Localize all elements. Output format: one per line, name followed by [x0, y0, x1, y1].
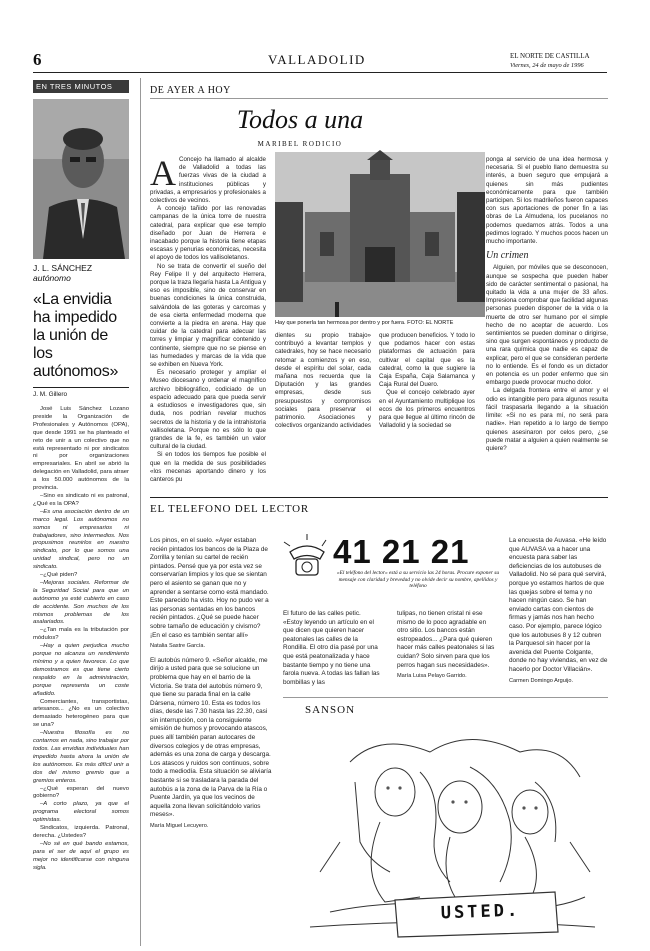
subhead: Un crimen — [486, 250, 529, 262]
letters-top-rule — [150, 497, 608, 498]
interview-answer: –Hay a quien perjudica mucho porque no alcanza un rendimiento mínimo y a quien favorece. Lo que demostramos es que tiene cierto respaldo en la administración, porque representa un coste añadido. — [33, 643, 129, 697]
cartoon-top-rule — [283, 697, 608, 698]
letter-text: Los pinos, en el suelo. «Ayer estaban recién pintados los bancos de la Plaza de Zorrilla y tenían su cartel de recién pintados. Pensé que ya por esta vez se conservarían limpios y los que se sientan pero el asiento se ganan que no y aprender a sentarse como está mandado. Este parecido ha visto. Hoy no pudo ver a las personas sentadas en los bancos recién pintados. ¿Qué se puede hacer sobre tamaño de educación y civismo? ¡En el caso es también sentar allí» — [150, 537, 269, 639]
cartoon-illustration — [300, 722, 600, 944]
feature-paragraph: No se trata de convertir el sueño del Rey Felipe II y del arquitecto Herrera, porque la traza llegaría hasta La Antigua y eso es imposible, sino de conservar en buenas condiciones la única construida, salvándola de las goteras y carcomas y de esa cierta enfermedad moderna que convierte a la piedra en arena. Hay que cuidar de la catedral para adecuar las torres y limpiar y magnificar contenido y continente, siempre que no se piense en las humedades y marcas de la vida que se exhiben en Nueva York. — [150, 262, 266, 369]
cathedral-image — [275, 152, 485, 317]
interview-column — [33, 80, 129, 871]
issue-date: Viernes, 24 de mayo de 1996 — [510, 62, 584, 69]
cartoon-banner-text: USTED. — [440, 900, 521, 924]
portrait-image — [33, 99, 129, 259]
interview-answer: –No sé en qué bando estamos, para el ser de aquí el grupo es mejor no identificarse con ninguna sigla. — [33, 840, 129, 871]
feature-paragraph: Si en todos los tiempos fue posible el que en la medida de sus posibilidades «los mecenas aportando dinero y los canteros pu — [150, 451, 266, 483]
letter-signature: María Luisa Pelayo Garrido. — [397, 673, 467, 680]
page-number: 6 — [33, 50, 42, 69]
reader-phone-number: 41 21 21 — [333, 533, 470, 570]
interview-paragraph: José Luis Sánchez Lozano preside la Organización de Profesionales y Autónomos (OPA), que desde 1991 se ha planteado el reto de unir a un colectivo que no está representado ni por sindicatos ni por organizaciones empresariales. En abril se abrió la delegación en Valladolid, para atraer a los 50.000 autónomos de la provincia. — [33, 406, 129, 492]
quote-rule — [33, 387, 129, 388]
interview-answer: –Mejoras sociales. Reformar de la Seguridad Social para que un autónomo ya esté cubierto en caso de accidente. Son muchos de los mismos problemas de los asalariados. — [33, 579, 129, 626]
feature-paragraph: dientes su propio trabajo» contribuyó a levantar templos y catedrales, hoy se hace necesario retomar a comienzos y en eso, desde el espíritu del solar, cada mañana nos recuerda que la Diputación y las grandes empresas, desde sus presupuestos y compromisos sociales para preservar el patrimonio. Asociaciones y colectivos organizando actividades que producen beneficios. Y todo lo que podamos hacer con estas plataformas de actuación para cultivar el capital que es la catedral, como la que sugiere la Caja España, Caja Salamanca y Caja Rural del Duero. — [275, 332, 475, 430]
interviewee-name: J. L. SÁNCHEZ — [33, 263, 93, 273]
interview-question: –Sino es sindicato ni es patronal, ¿Qué es la OPA? — [33, 492, 129, 507]
telephone-illustration — [282, 532, 332, 582]
cathedral-photo — [275, 152, 485, 317]
feature-paragraph: Concejo ha llamado al alcalde de Valladolid a todas las fuerzas vivas de la ciudad a instituciones públicas y privadas, a empresarios y profesionales a colectivos de vecinos. — [150, 156, 266, 205]
interview-answer: –Es una asociación dentro de un marco legal. Los autónomos no somos ni empresarios ni trabajadores, sino intermedios. Nos propusimos reunirlos en nuestro sindicato, por lo que somos una unidad sindical, pero no un sindicato. — [33, 508, 129, 571]
letter-text: El autobús número 9. «Señor alcalde, me dirijo a usted para que se solucione un problema que hay en el barrio de la Victoria. Se trata del autobús número 9, que tiene su parada final en la calle Dársena, número 10. Esta es todos los días, desde las 7.30 hasta las 22.30, casi sin interrupción, con la consiguiente emisión de humos y provocando atascos, pues allí también paran autocares de diversos colegios y de otras empresas, además es una zona de carga y descarga. Los atascos y ruidos son continuos, sobre todo a mediodía. Esta situación se aliviaría bastante si se trasladara la parada del autobús a la zona de la Parva de la Ría o Puente Jardín, ya que los vecinos de aquella zona llevan solicitándolo varios meses». — [150, 656, 272, 819]
cartoon-section-label: SANSON — [305, 704, 356, 716]
pull-quote: «La envidia ha impedido la unión de los autónomos» — [33, 291, 119, 380]
feature-paragraph: Es necesario proteger y ampliar el Museo diocesano y ordenar el magnífico archivo bibliográfico, codiciado de un espacio adecuado para que pueda servir a estudiosos e investigadores que, sin duda, nos podrían revelar muchos secretos de la historia y de la intrahistoria vallisoletana. Porque no es sólo lo que grandes de la fe, es también un valor cultural de la ciudad. — [150, 369, 266, 451]
feature-column-3 — [486, 156, 608, 486]
feature-paragraph: La delgada frontera entre el amor y el odio es intangible pero para algunos resulta fácil traspasarla llegando a la situación límite: «Si no es para mí, no será para nadie». Han repetido a lo largo de tiempo quienes asesinaron por celos pero, ¿se puede matar a alguien a quien realmente se quiere? — [486, 387, 608, 452]
section-label: EN TRES MINUTOS — [36, 82, 113, 91]
interview-question: –¿Tan mala es la tributación por módulos? — [33, 627, 129, 642]
kicker-rule — [150, 98, 608, 99]
interview-question: –¿Qué esperan del nuevo gobierno? — [33, 785, 129, 800]
feature-paragraph: ponga al servicio de una idea hermosa y necesaria. Si el pueblo llano demuestra su interés, a buen seguro que empujará a quienes sin más pudientes económicamente para que también participen. Si los madrileños fueron capaces con sus aportaciones de poner fin a las obras de La Almudena, los pucelanos no podemos quedarnos atrás. Todos a una pedimos logrado. Y muchos pocos hacen un mucho importante. — [486, 156, 608, 246]
feature-byline: MARIBEL RODICIO — [257, 140, 343, 148]
letters-column-1 — [150, 537, 272, 941]
feature-paragraph: Que el concejo celebrado ayer en el Ayuntamiento multiplique los ecos de los primeros encuentros para que llegue al último rincón de Valladolid y la sociedad se — [379, 389, 475, 430]
interview-answer: –A corto plazo, ya que el programa electoral somos optimistas. — [33, 801, 129, 824]
interview-author: J. M. Gillero — [33, 391, 68, 398]
interview-question: Sindicatos, izquierda. Patronal, derecha. ¿Ustedes? — [33, 825, 129, 839]
feature-paragraph: Alguien, por móviles que se desconocen, aunque se sospecha que pueden haber sido de carácter sentimental o pasional, ha quitado la vida a una mujer de 33 años. Impresiona comprobar que facilidad algunas personas pueden disponer de la vida o la muerte de otro ser humano por el simple hecho de no aceptar de acuerdo. Los sentimientos se pueden dominar o dirigirse, sino que surgen espontáneos y producto de una rara química que nadie es capaz de explicar, pero el que se consideran perderte no lo entiende. Es el fondo es un dictador en potencia es un poder enfermo que sin embargo puede provocar mucho dolor. — [486, 264, 608, 387]
newspaper-name: EL NORTE DE CASTILLA — [510, 52, 590, 60]
letter-signature: Carmen Domingo Arguijo. — [509, 677, 574, 684]
letter-text: La encuesta de Auvasa. «He leído que AUVASA va a hacer una encuesta para saber las deficiencias de los autobuses de Valladolid. No sé para qué servirá, porque yo estamos hartos de que las quejas sobre el tema y no hacen ningún caso. Se han enviado cartas con cientos de firmas y jamás nos han hecho caso. Por ejemplo, parece lógico que los autobuses 8 y 12 cubren la Parquesol sin hacer por la avenida del Puente Colgante, donde no hay viviendas, en vez de hacerlo por Doctor Villacián». — [509, 537, 608, 673]
letter-text: tulipas, no tienen cristal ni ese mismo de lo poco agradable en otro sitio. Los bancos están estropeados... ¿Para qué quieren hacer más calles peatonales si las cuidan? Solo sirven para que los perros hagan sus necesidades». — [397, 610, 495, 669]
phone-icon — [282, 532, 332, 582]
feature-column-1 — [150, 153, 266, 486]
column-divider — [140, 78, 141, 946]
header-rule — [33, 72, 607, 73]
letter-text: El futuro de las calles petic. «Estoy leyendo un artículo en el que dicen que quieren hacer peatonales las calles de la Rondilla. El otro día pasé por una que está peatonalizada y hace bastante tiempo y no tiene una farola nueva. A todas las fallan las bombillas y las — [283, 610, 380, 686]
interviewee-role: autónomo — [33, 273, 71, 283]
section-label-box — [33, 80, 129, 93]
letters-column-4 — [509, 537, 608, 727]
interview-answer: –Nuestra filosofía es no contarnos en nada, sino trabajar por todos. Las envidias individuales han impedido hasta ahora la unión de los autónomos. Es más difícil unir a dos del mismo gremio que a gremios enteros. — [33, 730, 129, 784]
feature-kicker: DE AYER A HOY — [150, 85, 231, 96]
feature-column-2 — [275, 332, 475, 486]
section-title: VALLADOLID — [268, 52, 366, 67]
drop-cap: A — [150, 153, 176, 193]
interview-question: –¿Qué piden? — [40, 572, 78, 579]
letter-signature: Natalia Sastre García. — [150, 643, 206, 650]
photo-caption: Hay que ponerla tan hermosa por dentro y por fuera. FOTO: EL NORTE — [275, 320, 454, 326]
feature-title: Todos a una — [236, 105, 364, 134]
letter-signature: María Miguel Lecuyero. — [150, 823, 209, 829]
letters-section-label: EL TELEFONO DEL LECTOR — [150, 503, 310, 515]
letters-column-3 — [397, 610, 495, 692]
interview-text — [33, 406, 129, 871]
phone-note: «El teléfono del lector» está a su servicio las 24 horas. Procure exponer su mensaje con claridad y brevedad y no olvide decir su nombre, apellidos y teléfono — [336, 570, 500, 590]
letters-column-2 — [283, 610, 381, 686]
interview-question: Comerciantes, transportistas, artesanos... ¿No es un colectivo demasiado heterogéneo para que se una? — [33, 698, 129, 729]
feature-paragraph: A concejo tañido por las renovadas campanas de la única torre de nuestra catedral, para explicar que ese templo diseñado por Juan de Herrera e inacabado porque la historia tiene etapas escasas y penurias económicas, necesita el apoyo de todos los vallisoletanos. — [150, 205, 266, 262]
portrait-photo — [33, 99, 129, 259]
